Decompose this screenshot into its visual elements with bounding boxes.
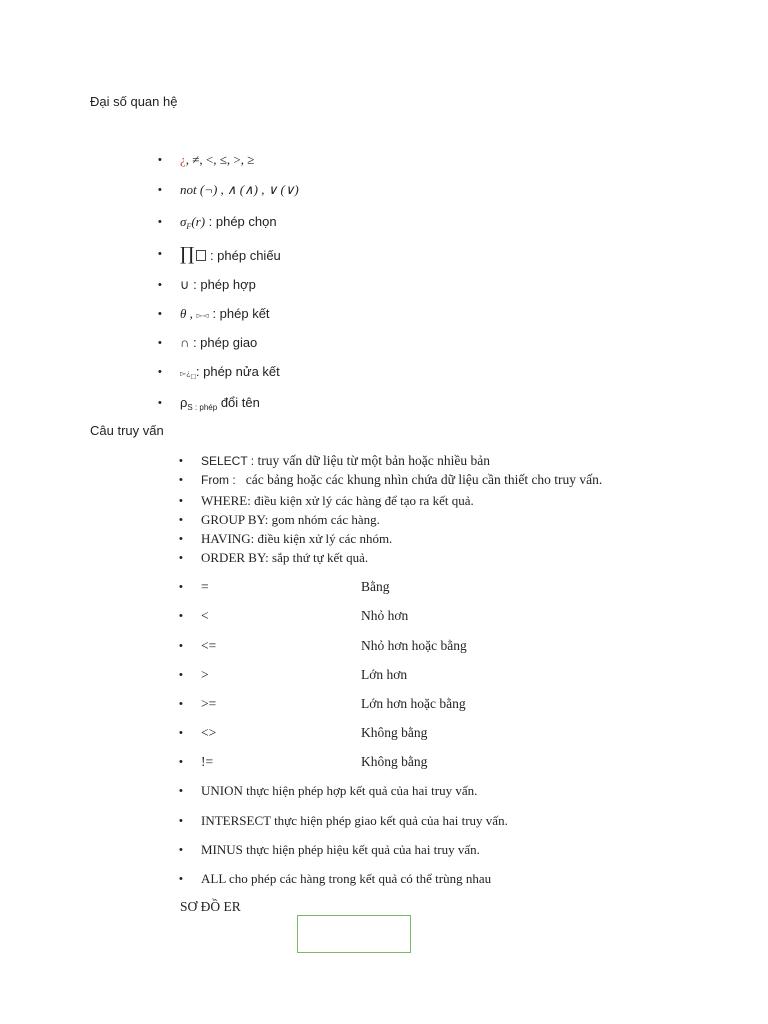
bullet: • bbox=[158, 279, 162, 291]
bullet: • bbox=[179, 727, 183, 739]
heading-er-diagram: SƠ ĐỒ ER bbox=[180, 899, 241, 914]
bullet: • bbox=[179, 495, 183, 507]
heading-relational-algebra: Đại số quan hệ bbox=[90, 94, 178, 109]
rename-operator: $\rho_{S : phép}$ đổi tên bbox=[180, 395, 260, 412]
bullet: • bbox=[179, 669, 183, 681]
bullet: • bbox=[158, 248, 162, 260]
er-diagram-box bbox=[297, 915, 411, 953]
bullet: • bbox=[179, 698, 183, 710]
bullet: • bbox=[158, 397, 162, 409]
bullet: • bbox=[179, 581, 183, 593]
heading-query: Câu truy vấn bbox=[90, 423, 164, 438]
bullet: • bbox=[179, 455, 183, 467]
bullet: • bbox=[179, 552, 183, 564]
projection-operator: ∏ : phép chiếu bbox=[180, 244, 281, 265]
bullet: • bbox=[179, 756, 183, 768]
bullet: • bbox=[179, 844, 183, 856]
bullet: • bbox=[179, 514, 183, 526]
join-operator: θ , ▻◅ : phép kết bbox=[180, 306, 270, 321]
bullet: • bbox=[158, 216, 162, 228]
document-page: Đại số quan hệ • ¿, ≠, <, ≤, >, ≥ • not (¬) , ∧ (∧) , ∨ (∨) • $\sigma_F(r)$ : phép chọn • ∏ : phép chiếu • ∪ : phép hợp • θ , ▻◅ : phép kết • ∩ : phép giao • $▻¿_□$: phép nửa kết • $\rho_{S : phép}$ đổi tên Câu truy vấn • SELECT : truy vấn dữ liệu từ một bản hoặc nhiều bản • From : các bảng hoặc các khung nhìn chứa dữ liệu cần thiết cho truy vấn. • WHERE: điều kiện xử lý các hàng để tạo ra kết quả. • GROUP BY: gom nhóm các hàng. • HAVING: điều kiện xử lý các nhóm. • ORDER BY: sắp thứ tự kết quả. • = Bằng • < Nhỏ hơn • <= Nhỏ hơn hoặc bằng • > Lớn hơn • >= Lớn hơn hoặc bằng • <> Không bằng • != Không bằng • UNION thực hiện phép hợp kết quả của hai truy vấn. • INTERSECT thực hiện phép giao kết quả của hai truy vấn. • MINUS thực hiện phép hiệu kết quả của hai truy vấn. • ALL cho phép các hàng trong kết quả có thể trùng nhau SƠ ĐỒ ER bbox=[0, 0, 768, 1024]
union-operator: ∪ : phép hợp bbox=[180, 277, 256, 292]
logic-operators: not (¬) , ∧ (∧) , ∨ (∨) bbox=[180, 182, 299, 197]
bullet: • bbox=[158, 154, 162, 166]
intersection-operator: ∩ : phép giao bbox=[180, 335, 258, 350]
semijoin-operator: $▻¿_□$: phép nửa kết bbox=[180, 364, 280, 381]
bullet: • bbox=[179, 785, 183, 797]
bullet: • bbox=[158, 308, 162, 320]
bullet: • bbox=[179, 610, 183, 622]
bullet: • bbox=[158, 184, 162, 196]
bullet: • bbox=[158, 337, 162, 349]
bullet: • bbox=[179, 474, 183, 486]
bullet: • bbox=[179, 640, 183, 652]
semijoin-icon: ▻¿ bbox=[180, 369, 192, 378]
bullet: • bbox=[179, 815, 183, 827]
bullet: • bbox=[179, 873, 183, 885]
placeholder-box-icon bbox=[196, 250, 206, 261]
selection-operator: $\sigma_F(r)$ : phép chọn bbox=[180, 214, 277, 231]
bullet: • bbox=[158, 366, 162, 378]
join-icon: ▻◅ bbox=[196, 311, 209, 320]
comparison-operators: ¿, ≠, <, ≤, >, ≥ bbox=[180, 152, 255, 167]
bullet: • bbox=[179, 533, 183, 545]
